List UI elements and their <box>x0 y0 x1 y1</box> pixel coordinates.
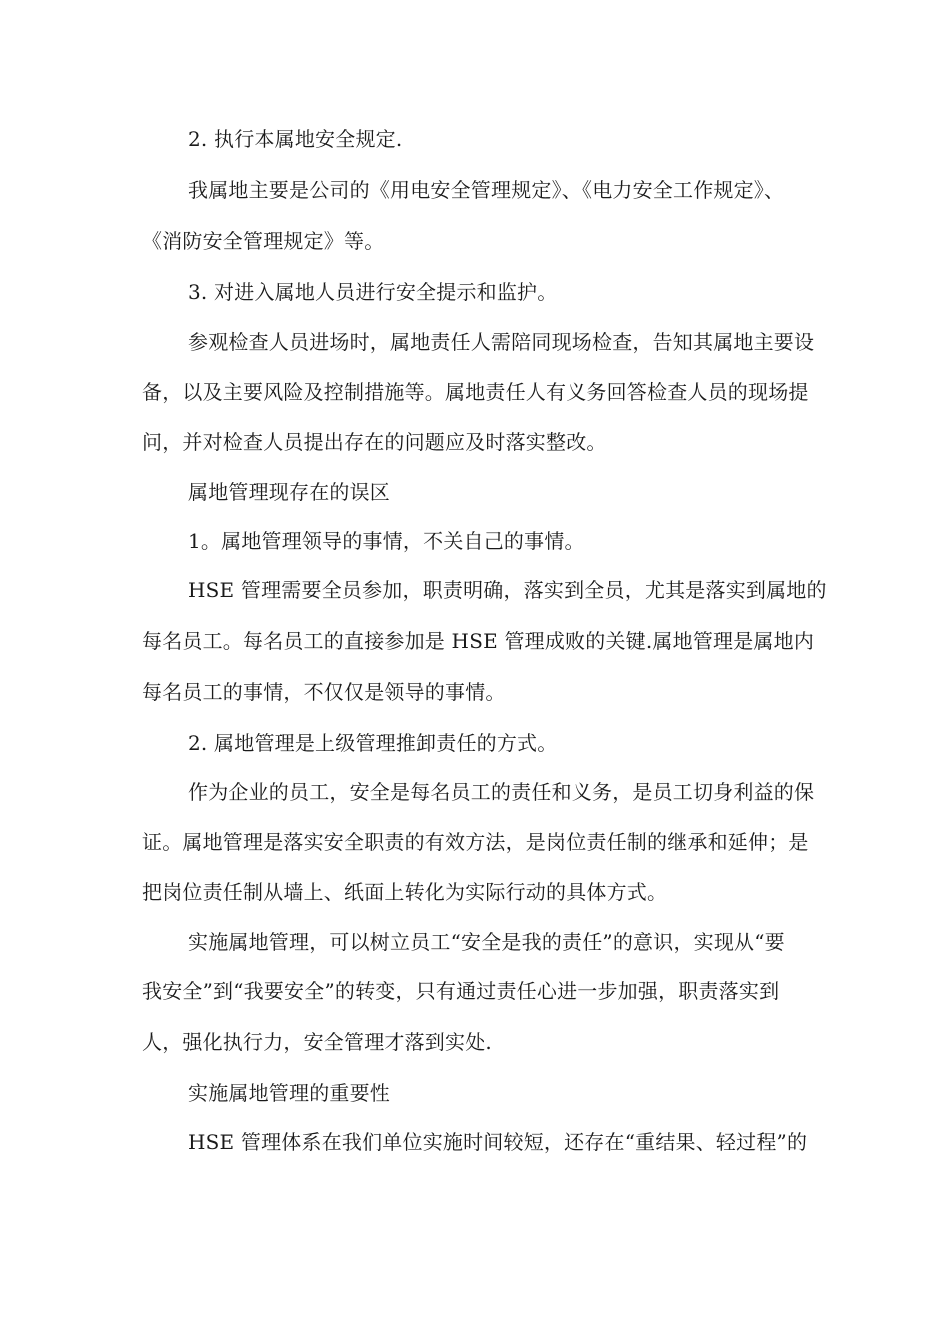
paragraph-line: 备，以及主要风险及控制措施等。属地责任人有义务回答检查人员的现场提 <box>142 380 809 404</box>
paragraph-line: 问，并对检查人员提出存在的问题应及时落实整改。 <box>142 430 607 454</box>
paragraph-line: 每名员工。每名员工的直接参加是 HSE 管理成败的关键.属地管理是属地内 <box>142 629 815 653</box>
paragraph-line: 证。属地管理是落实安全职责的有效方法，是岗位责任制的继承和延伸；是 <box>142 830 809 854</box>
paragraph-line: HSE 管理需要全员参加，职责明确，落实到全员，尤其是落实到属地的 <box>188 578 827 602</box>
paragraph-line: 3. 对进入属地人员进行安全提示和监护。 <box>188 280 558 304</box>
section-heading: 属地管理现存在的误区 <box>188 480 390 504</box>
paragraph-line: 2. 执行本属地安全规定. <box>188 127 403 151</box>
paragraph-line: 作为企业的员工，安全是每名员工的责任和义务，是员工切身利益的保 <box>188 780 815 804</box>
paragraph-line: 1。属地管理领导的事情，不关自己的事情。 <box>188 529 585 553</box>
paragraph-line: 2. 属地管理是上级管理推卸责任的方式。 <box>188 731 558 755</box>
paragraph-line: 我属地主要是公司的《用电安全管理规定》、《电力安全工作规定》、 <box>188 178 785 202</box>
paragraph-line: HSE 管理体系在我们单位实施时间较短，还存在“重结果、轻过程”的 <box>188 1130 808 1154</box>
paragraph-line: 参观检查人员进场时，属地责任人需陪同现场检查，告知其属地主要设 <box>188 330 815 354</box>
paragraph-line: 每名员工的事情，不仅仅是领导的事情。 <box>142 680 506 704</box>
section-heading: 实施属地管理的重要性 <box>188 1081 390 1105</box>
paragraph-line: 把岗位责任制从墙上、纸面上转化为实际行动的具体方式。 <box>142 880 668 904</box>
paragraph-line: 人，强化执行力，安全管理才落到实处. <box>142 1030 492 1054</box>
paragraph-line: 实施属地管理，可以树立员工“安全是我的责任”的意识，实现从“要 <box>188 930 785 954</box>
paragraph-line: 我安全”到“我要安全”的转变，只有通过责任心进一步加强，职责落实到 <box>142 979 780 1003</box>
paragraph-line: 《消防安全管理规定》等。 <box>142 229 385 253</box>
